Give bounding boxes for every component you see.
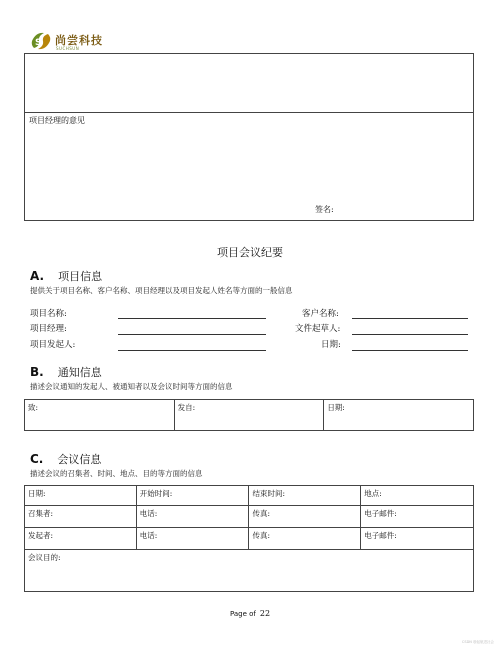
section-c-title: 会议信息 bbox=[57, 453, 102, 466]
table-row bbox=[25, 486, 474, 506]
section-b-heading bbox=[30, 364, 102, 380]
date-label: 日期: bbox=[321, 340, 341, 350]
box-divider bbox=[25, 112, 473, 113]
notice-date-cell[interactable]: 日期: bbox=[324, 400, 474, 431]
meeting-purpose-cell[interactable]: 会议目的: bbox=[25, 550, 474, 592]
meeting-info-table bbox=[24, 485, 474, 592]
svg-text:S: S bbox=[35, 38, 42, 48]
table-row bbox=[25, 506, 474, 528]
project-sponsor-field[interactable] bbox=[118, 350, 266, 351]
convener-cell[interactable]: 召集者: bbox=[25, 506, 137, 528]
project-name-field[interactable] bbox=[118, 318, 266, 319]
doc-author-label: 文件起草人: bbox=[295, 324, 341, 334]
document-title: 项目会议纪要 bbox=[217, 246, 283, 259]
section-a-description: 提供关于项目名称、客户名称、项目经理以及项目发起人姓名等方面的一般信息 bbox=[30, 286, 293, 295]
initiator-email-cell[interactable]: 电子邮件: bbox=[361, 528, 474, 550]
section-b-letter: B. bbox=[30, 365, 44, 379]
watermark: CSDN @起航进社会 bbox=[461, 640, 494, 644]
logo-text: 尚尝科技 bbox=[55, 34, 103, 47]
date-field[interactable] bbox=[352, 350, 468, 351]
from-cell[interactable]: 发自: bbox=[174, 400, 324, 431]
manager-opinion-label: 项目经理的意见 bbox=[29, 116, 85, 125]
section-a-letter: A. bbox=[30, 269, 45, 283]
logo-subtext: SUCHSUN bbox=[56, 46, 80, 51]
to-cell[interactable]: 致: bbox=[25, 400, 175, 431]
section-c-description: 描述会议的召集者、时间、地点、目的等方面的信息 bbox=[30, 469, 203, 478]
convener-phone-cell[interactable]: 电话: bbox=[136, 506, 249, 528]
section-b-description: 描述会议通知的发起人、被通知者以及会议时间等方面的信息 bbox=[30, 382, 233, 391]
section-c-heading bbox=[30, 451, 101, 467]
end-time-cell[interactable]: 结束时间: bbox=[249, 486, 361, 506]
page-footer bbox=[0, 609, 500, 618]
project-name-label: 项目名称: bbox=[30, 309, 67, 319]
meeting-date-cell[interactable]: 日期: bbox=[25, 486, 137, 506]
page-label: Page of bbox=[229, 610, 256, 618]
initiator-cell[interactable]: 发起者: bbox=[25, 528, 137, 550]
notification-table bbox=[24, 399, 474, 431]
initiator-phone-cell[interactable]: 电话: bbox=[136, 528, 249, 550]
project-manager-label: 项目经理: bbox=[30, 324, 67, 334]
section-a-title: 项目信息 bbox=[58, 270, 103, 283]
signature-label: 签名: bbox=[315, 205, 334, 214]
convener-email-cell[interactable]: 电子邮件: bbox=[361, 506, 474, 528]
logo-mark-icon bbox=[30, 30, 52, 52]
page-number: 22 bbox=[259, 609, 271, 618]
section-a-heading bbox=[30, 268, 102, 284]
table-row bbox=[25, 550, 474, 592]
start-time-cell[interactable]: 开始时间: bbox=[136, 486, 249, 506]
manager-opinion-box bbox=[24, 53, 474, 221]
section-b-title: 通知信息 bbox=[57, 366, 102, 379]
table-row bbox=[25, 528, 474, 550]
convener-fax-cell[interactable]: 传真: bbox=[249, 506, 361, 528]
section-c-letter: C. bbox=[30, 452, 44, 466]
project-sponsor-label: 项目发起人: bbox=[30, 340, 76, 350]
location-cell[interactable]: 地点: bbox=[361, 486, 474, 506]
company-logo bbox=[30, 30, 140, 54]
doc-author-field[interactable] bbox=[352, 334, 468, 335]
project-manager-field[interactable] bbox=[118, 334, 266, 335]
client-name-field[interactable] bbox=[352, 318, 468, 319]
client-name-label: 客户名称: bbox=[302, 309, 339, 319]
initiator-fax-cell[interactable]: 传真: bbox=[249, 528, 361, 550]
